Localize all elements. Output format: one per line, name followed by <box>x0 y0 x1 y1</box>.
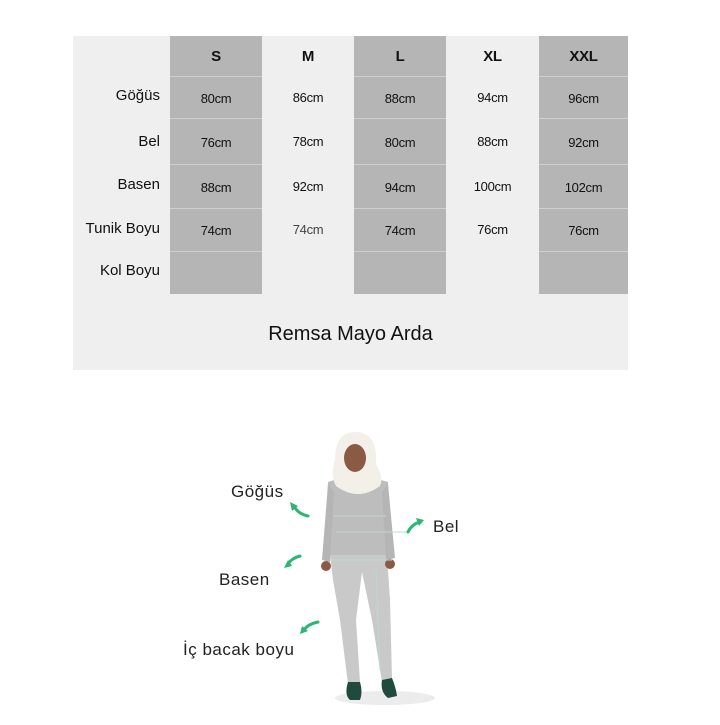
table-cell: 76cm <box>539 208 628 252</box>
size-column-s <box>170 36 262 294</box>
label-hip: Basen <box>219 570 270 589</box>
label-waist: Bel <box>433 517 460 536</box>
row-label-waist: Bel <box>138 133 160 150</box>
row-label-chest: Göğüs <box>115 87 160 104</box>
table-cell <box>354 251 446 295</box>
table-cell: 86cm <box>292 89 324 105</box>
table-cell: 94cm <box>477 89 508 105</box>
table-cell: 80cm <box>170 76 262 119</box>
table-cell: 102cm <box>539 164 628 209</box>
table-cell <box>262 251 354 294</box>
size-column-l <box>354 36 446 294</box>
table-cell: 88cm <box>354 76 446 119</box>
table-cell: 74cm <box>170 208 262 252</box>
table-cell: 92cm <box>292 178 324 194</box>
table-cell: 74cm <box>292 222 324 237</box>
label-chest: Göğüs <box>231 482 284 501</box>
size-column-xxl <box>539 36 628 294</box>
size-header: L <box>395 47 405 65</box>
table-cell: 76cm <box>477 222 508 237</box>
woman-figure-illustration <box>0 420 720 720</box>
size-header: M <box>301 47 315 65</box>
table-cell: 76cm <box>170 118 262 165</box>
table-cell: 74cm <box>354 208 446 252</box>
size-header: XL <box>483 47 502 65</box>
label-inseam: İç bacak boyu <box>183 640 295 659</box>
table-cell <box>170 251 262 295</box>
row-label-tunic-length: Tunik Boyu <box>85 220 160 237</box>
table-cell: 88cm <box>477 133 508 149</box>
table-cell: 94cm <box>354 164 446 209</box>
size-column-m <box>262 36 354 294</box>
row-label-hip: Basen <box>117 176 160 193</box>
table-cell: 80cm <box>354 118 446 165</box>
row-label-sleeve-length: Kol Boyu <box>99 262 160 279</box>
table-cell <box>446 251 539 294</box>
size-chart <box>73 36 628 370</box>
product-caption: Remsa Mayo Arda <box>268 323 433 345</box>
table-cell <box>539 251 628 295</box>
table-cell: 96cm <box>539 76 628 119</box>
table-cell: 100cm <box>473 178 512 194</box>
table-cell: 88cm <box>170 164 262 209</box>
size-header: S <box>211 47 221 65</box>
table-cell: 78cm <box>292 133 324 149</box>
size-header: XXL <box>569 47 598 65</box>
measurement-figure <box>0 420 720 720</box>
table-cell: 92cm <box>539 118 628 165</box>
size-column-xl <box>446 36 539 294</box>
